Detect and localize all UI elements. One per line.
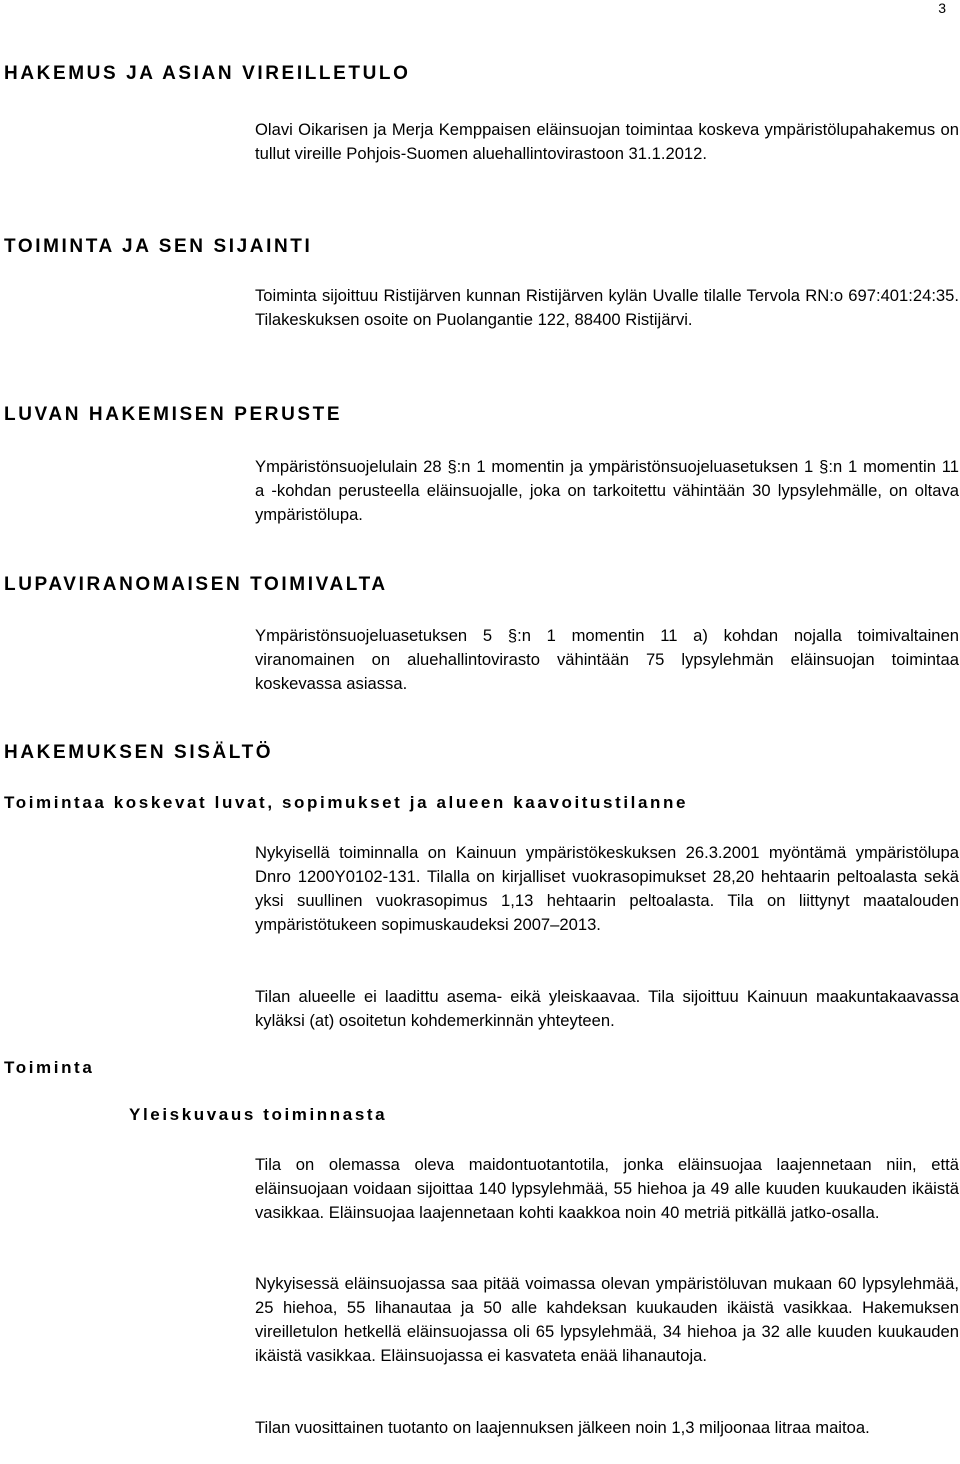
heading-sisalto: HAKEMUKSEN SISÄLTÖ bbox=[4, 742, 274, 763]
paragraph-yleiskuvaus-1: Tila on olemassa oleva maidontuotantotila, jonka eläinsuojaa laajennetaan niin, että eläinsuojaan voidaan sijoittaa 140 lypsylehmää, 55 hiehoa ja 49 alle kuuden kuukauden ikäistä vasikkaa. Eläinsuojaa laajennetaan kohti kaakkoa noin 40 metriä pitkällä jatko-osalla. bbox=[255, 1155, 959, 1222]
subheading-luvat: Toimintaa koskevat luvat, sopimukset ja alueen kaavoitustilanne bbox=[4, 793, 689, 812]
paragraph-luvat-2: Tilan alueelle ei laadittu asema- eikä yleiskaavaa. Tila sijoittuu Kainuun maakuntakaavassa kyläksi (at) osoitetun kohdemerkinnän yhteyteen. bbox=[255, 987, 959, 1030]
heading-toiminta: Toiminta bbox=[4, 1058, 95, 1077]
heading-peruste: LUVAN HAKEMISEN PERUSTE bbox=[4, 404, 343, 425]
heading-hakemus: HAKEMUS JA ASIAN VIREILLETULO bbox=[4, 63, 411, 84]
page-number: 3 bbox=[938, 0, 946, 16]
paragraph-yleiskuvaus-3: Tilan vuosittainen tuotanto on laajennuksen jälkeen noin 1,3 miljoonaa litraa maitoa. bbox=[255, 1418, 870, 1437]
paragraph-hakemus: Olavi Oikarisen ja Merja Kemppaisen eläinsuojan toimintaa koskeva ympäristölupahakemus on tullut vireille Pohjois-Suomen aluehallintovirastoon 31.1.2012. bbox=[255, 120, 959, 163]
subheading-yleiskuvaus: Yleiskuvaus toiminnasta bbox=[129, 1105, 388, 1124]
heading-toiminta-sijainti: TOIMINTA JA SEN SIJAINTI bbox=[4, 236, 313, 257]
heading-toimivalta: LUPAVIRANOMAISEN TOIMIVALTA bbox=[4, 574, 388, 595]
paragraph-luvat-1: Nykyisellä toiminnalla on Kainuun ympäristökeskuksen 26.3.2001 myöntämä ympäristölupa Dnro 1200Y0102-131. Tilalla on kirjalliset vuokrasopimukset 28,20 hehtaarin peltoalasta sekä yksi suullinen vuokrasopimus 1,13 hehtaarin peltoalasta. Tila on liittynyt maatalouden ympäristötukeen sopimuskaudeksi 2007–2013. bbox=[255, 843, 959, 934]
paragraph-peruste: Ympäristönsuojelulain 28 §:n 1 momentin ja ympäristönsuojeluasetuksen 1 §:n 1 momentin 11 a -kohdan perusteella eläinsuojalle, joka on tarkoitettu vähintään 30 lypsylehmälle, on oltava ympäristölupa. bbox=[255, 457, 959, 524]
paragraph-toiminta-sijainti: Toiminta sijoittuu Ristijärven kunnan Ristijärven kylän Uvalle tilalle Tervola RN:o 697:401:24:35. Tilakeskuksen osoite on Puolangantie 122, 88400 Ristijärvi. bbox=[255, 286, 959, 329]
paragraph-toimivalta: Ympäristönsuojeluasetuksen 5 §:n 1 momentin 11 a) kohdan nojalla toimivaltainen viranomainen on aluehallintovirasto vähintään 75 lypsylehmän eläinsuojan toimintaa koskevassa asiassa. bbox=[255, 626, 959, 693]
paragraph-yleiskuvaus-2: Nykyisessä eläinsuojassa saa pitää voimassa olevan ympäristöluvan mukaan 60 lypsylehmää, 25 hiehoa, 55 lihanautaa ja 50 alle kahdeksan kuukauden ikäistä vasikkaa. Hakemuksen vireilletulon hetkellä eläinsuojassa oli 65 lypsylehmää, 34 hiehoa ja 32 alle kuuden kuukauden ikäistä vasikkaa. Eläinsuojassa ei kasvateta enää lihanautoja. bbox=[255, 1274, 959, 1365]
